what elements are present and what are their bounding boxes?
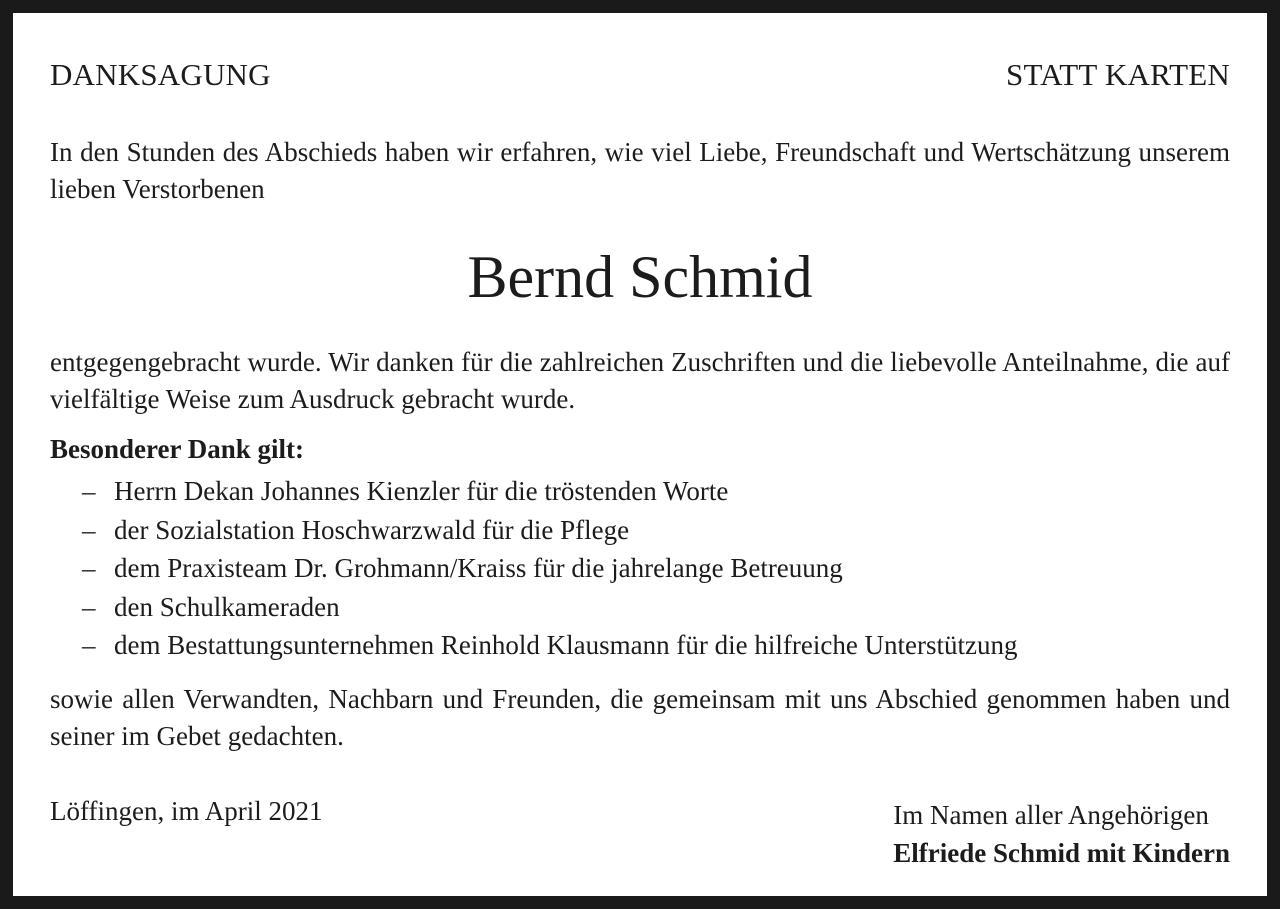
notice-content bbox=[50, 13, 1230, 896]
thanks-item-text: der Sozialstation Hoschwarzwald für die Pflege bbox=[114, 514, 630, 545]
thanks-item bbox=[50, 626, 1018, 665]
body-paragraph: entgegengebracht wurde. Wir danken für die zahlreichen Zuschriften und die liebevolle Anteilnahme, die auf vielfältige Weise zum Ausdruck gebracht wurde. bbox=[50, 347, 1230, 414]
thanks-item bbox=[50, 472, 1018, 511]
thanks-item bbox=[50, 511, 1018, 550]
thanks-item-text: den Schulkameraden bbox=[114, 591, 340, 622]
signature-name: Elfriede Schmid mit Kindern bbox=[893, 838, 1230, 868]
deceased-name: Bernd Schmid bbox=[467, 244, 813, 310]
signature-line: Im Namen aller Angehörigen bbox=[893, 800, 1209, 830]
dash-bullet: – bbox=[82, 476, 96, 506]
dash-bullet: – bbox=[82, 630, 96, 660]
signature-block bbox=[893, 796, 1230, 872]
notice-card bbox=[13, 13, 1267, 896]
thanks-item-text: dem Praxisteam Dr. Grohmann/Kraiss für die jahrelange Betreuung bbox=[114, 553, 843, 583]
intro-paragraph: In den Stunden des Abschieds haben wir erfahren, wie viel Liebe, Freundschaft und Wertschätzung unserem lieben Verstorbenen bbox=[50, 137, 1230, 204]
dash-bullet: – bbox=[82, 514, 96, 545]
header-danksagung: DANKSAGUNG bbox=[50, 57, 271, 92]
special-thanks-heading: Besonderer Dank gilt: bbox=[50, 434, 305, 464]
special-thanks-list bbox=[50, 472, 1018, 665]
header-statt-karten: STATT KARTEN bbox=[1006, 57, 1230, 92]
place-date: Löffingen, im April 2021 bbox=[50, 796, 323, 826]
thanks-item-text: Herrn Dekan Johannes Kienzler für die tröstenden Worte bbox=[114, 476, 729, 506]
dash-bullet: – bbox=[82, 553, 96, 583]
closing-paragraph: sowie allen Verwandten, Nachbarn und Freunden, die gemeinsam mit uns Abschied genommen haben und seiner im Gebet gedachten. bbox=[50, 684, 1230, 751]
dash-bullet: – bbox=[82, 591, 96, 622]
thanks-item bbox=[50, 549, 1018, 588]
thanks-item-text: dem Bestattungsunternehmen Reinhold Klausmann für die hilfreiche Unterstützung bbox=[114, 630, 1018, 660]
thanks-item bbox=[50, 588, 1018, 627]
